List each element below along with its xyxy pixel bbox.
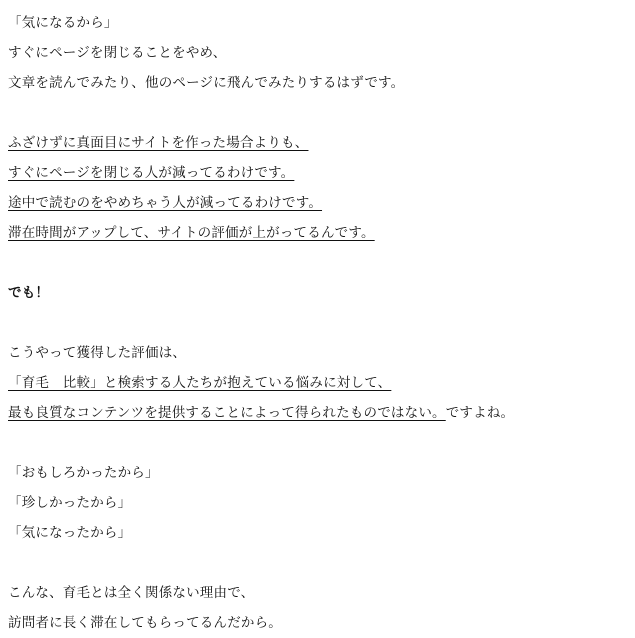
text-line (8, 398, 625, 428)
plain-text: 「おもしろかったから」 (8, 465, 159, 480)
document-content (8, 8, 625, 638)
underlined-text: ふざけずに真面目にサイトを作った場合よりも、 (8, 135, 309, 150)
plain-text: すぐにページを閉じることをやめ、 (8, 45, 227, 60)
paragraph-spacer (8, 428, 625, 458)
plain-text: 「気になるから」 (8, 15, 118, 30)
paragraph-block (8, 128, 625, 248)
text-line (8, 368, 625, 398)
paragraph-block (8, 338, 625, 428)
text-line (8, 188, 625, 218)
paragraph-spacer (8, 248, 625, 278)
plain-text: こうやって獲得した評価は、 (8, 345, 187, 360)
text-line (8, 68, 625, 98)
paragraph-block (8, 8, 625, 98)
text-line (8, 338, 625, 368)
paragraph-spacer (8, 308, 625, 338)
paragraph-spacer (8, 98, 625, 128)
text-line (8, 128, 625, 158)
plain-text: 訪問者に長く滞在してもらってるんだから。 (8, 615, 282, 630)
plain-text: ですよね。 (445, 405, 515, 420)
text-line (8, 458, 625, 488)
paragraph-block (8, 278, 625, 308)
text-line (8, 158, 625, 188)
underlined-text: 滞在時間がアップして、サイトの評価が上がってるんです。 (8, 225, 375, 240)
paragraph-block (8, 458, 625, 548)
plain-text: でも！ (8, 285, 50, 300)
text-line (8, 8, 625, 38)
plain-text: こんな、育毛とは全く関係ない理由で、 (8, 585, 255, 600)
underlined-text: 「育毛 比較」と検索する人たちが抱えている悩みに対して、 (8, 375, 392, 390)
underlined-text: すぐにページを閉じる人が減ってるわけです。 (8, 165, 295, 180)
underlined-text: 途中で読むのをやめちゃう人が減ってるわけです。 (8, 195, 323, 210)
paragraph-spacer (8, 548, 625, 578)
text-line (8, 518, 625, 548)
text-line (8, 38, 625, 68)
text-line (8, 218, 625, 248)
text-line (8, 278, 625, 308)
text-line (8, 608, 625, 638)
paragraph-block (8, 578, 625, 638)
plain-text: 「気になったから」 (8, 525, 132, 540)
plain-text: 「珍しかったから」 (8, 495, 132, 510)
plain-text: 文章を読んでみたり、他のページに飛んでみたりするはずです。 (8, 75, 405, 90)
text-line (8, 488, 625, 518)
underlined-text: 最も良質なコンテンツを提供することによって得られたものではない。 (8, 405, 446, 420)
text-line (8, 578, 625, 608)
